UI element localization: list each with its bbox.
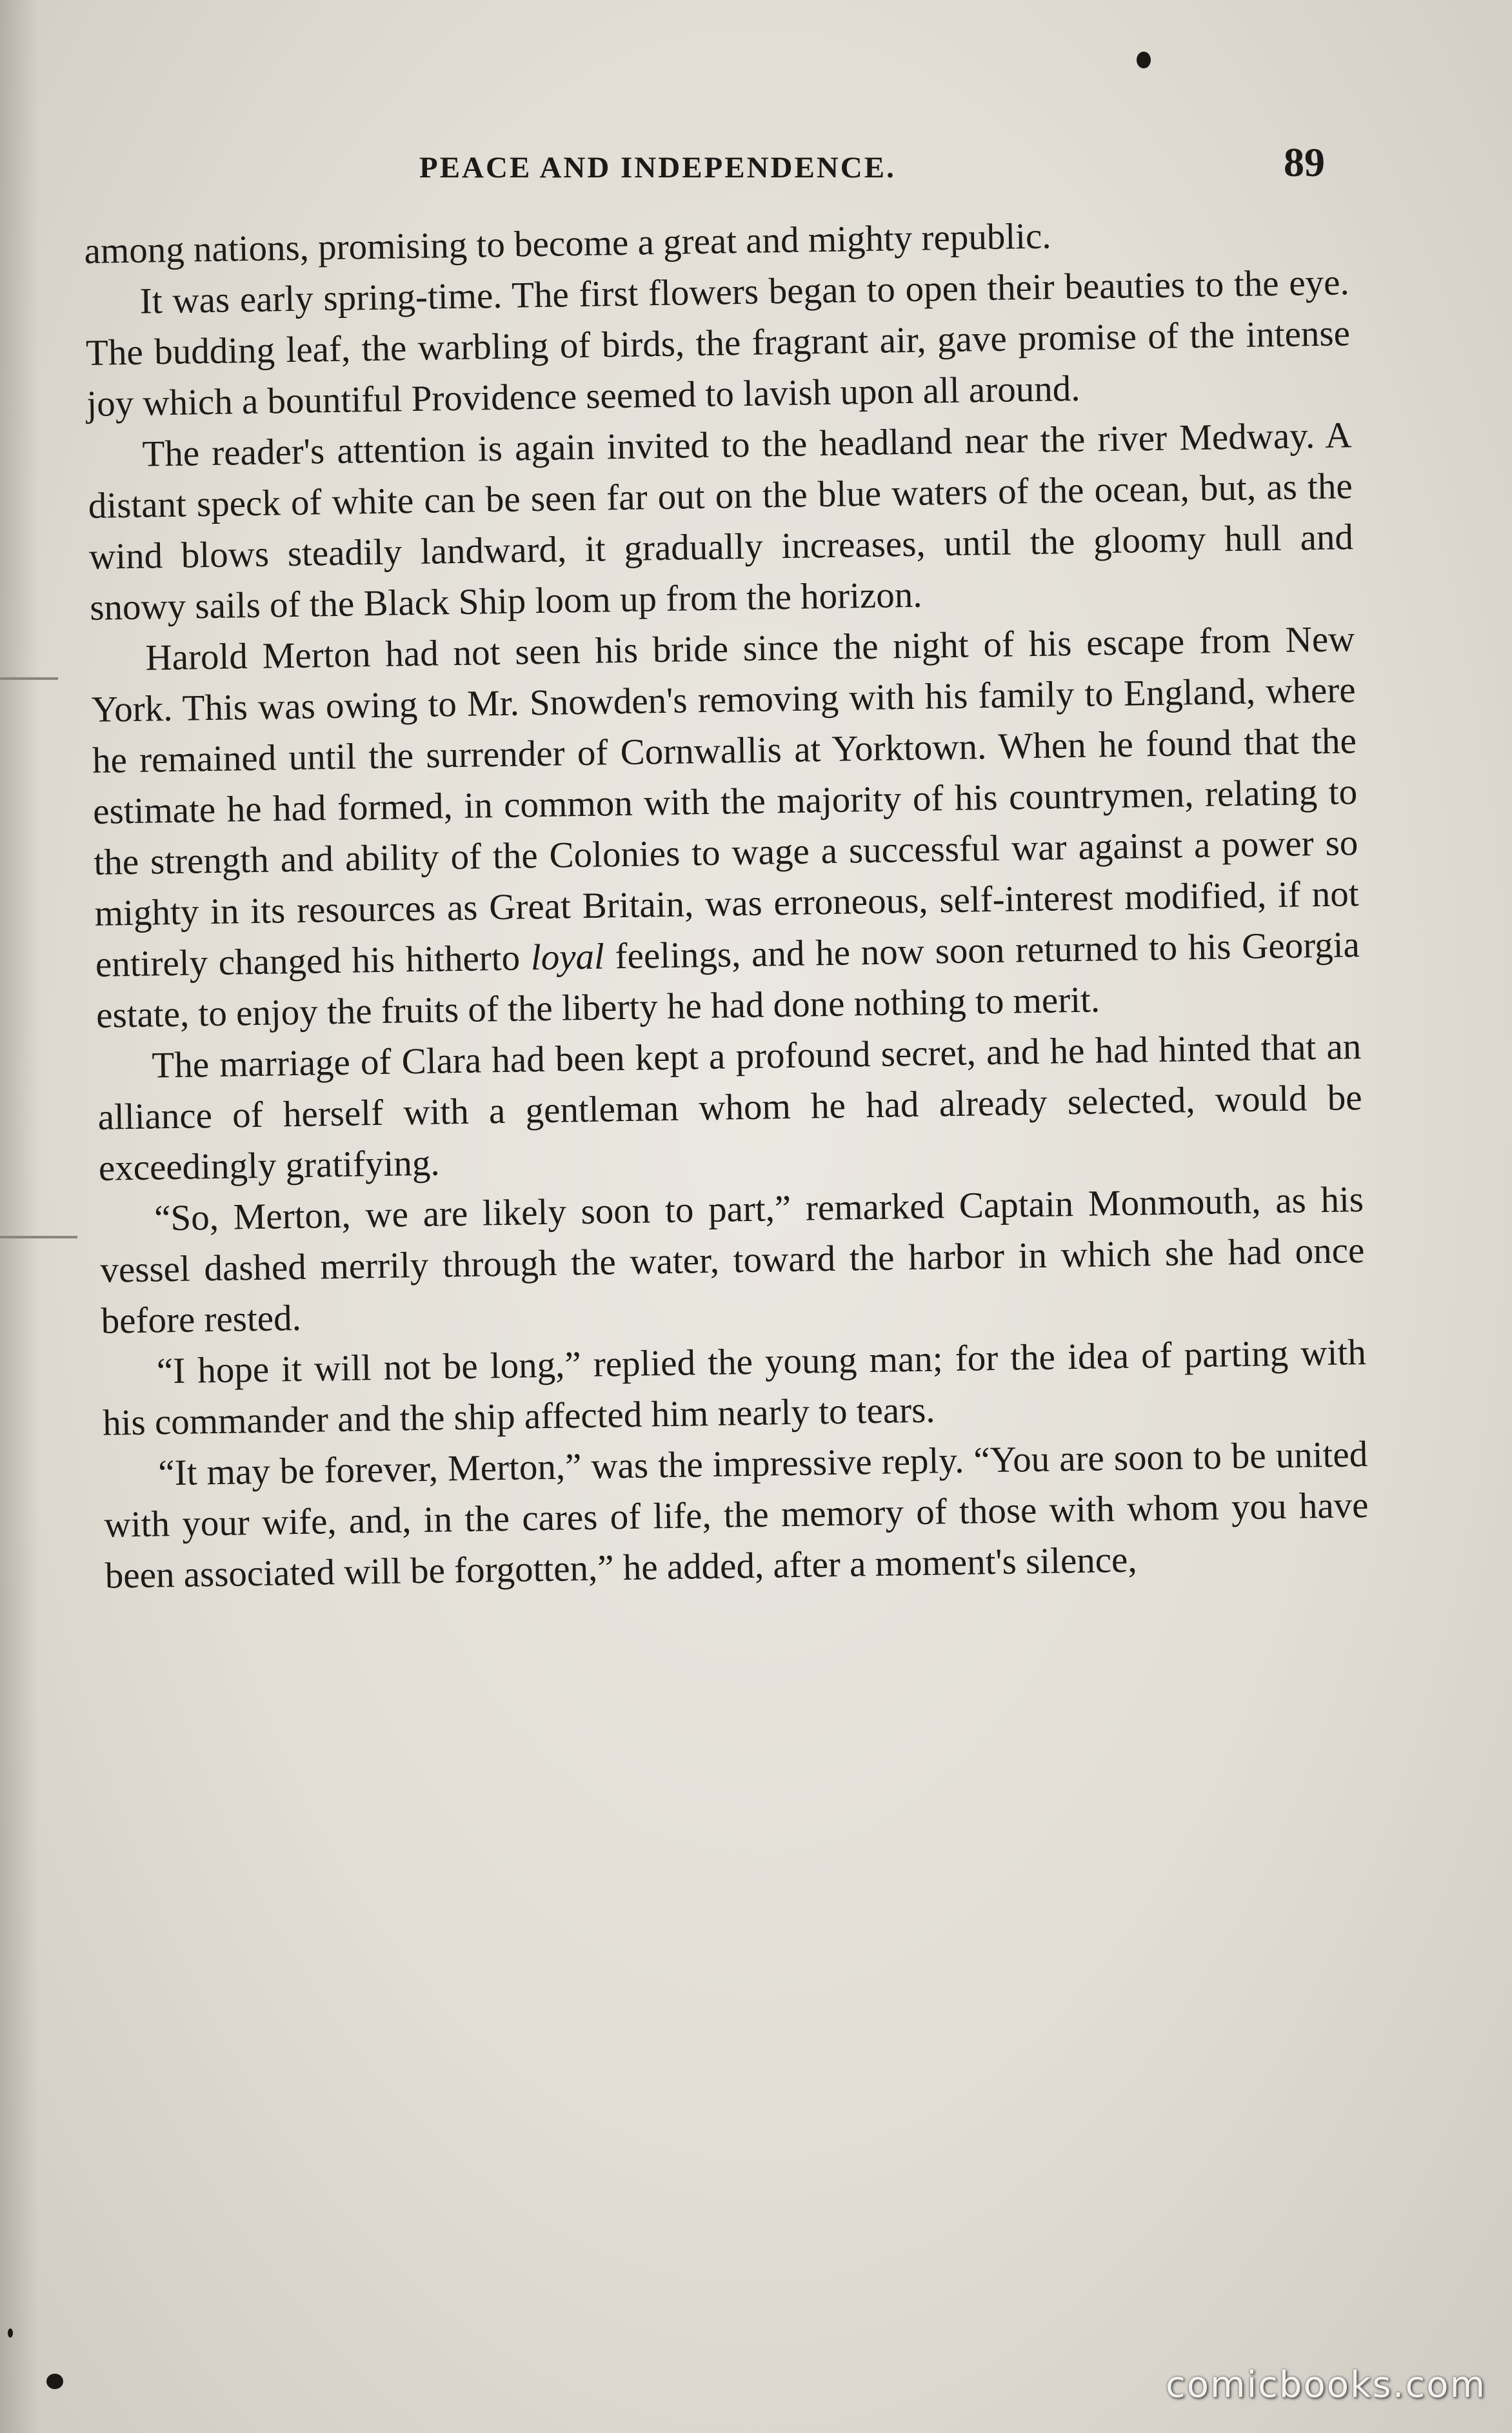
paragraph-6: “So, Merton, we are likely soon to part,” remarked Captain Monmouth, as his vessel dashed merrily through the water, toward the harbor in which she had once before rested. — [99, 1179, 1365, 1342]
running-head — [84, 139, 1374, 203]
paragraph-3: The reader's attention is again invited to the headland near the river Medway. A distant speck of white can be seen far out on the blue waters of the ocean, but, as the wind blows steadily landward, it gradually increases, until the gloomy hull and snowy sails of the Black Ship loom up from the horizon. — [88, 415, 1354, 628]
paragraph-4-italic: loyal — [530, 936, 605, 978]
paragraph-1: among nations, promising to become a great and mighty republic. — [84, 215, 1051, 272]
paragraph-4-text-a: Harold Merton had not seen his bride since the night of his escape from New York. This was owing to Mr. Snowden's removing with his family to England, where he remained until the surrender of Cornwallis at Yorktown. When he found that the estimate he had formed, in common with the majority of his countrymen, relating to the strength and ability of the Colonies to wage a successful war against a power so mighty in its resources as Great Britain, was erroneous, self-interest modified, if not entirely changed his hitherto — [91, 619, 1360, 985]
paragraph-4-text-b: feelings, and he now soon returned to his Georgia estate, to enjoy the fruits of the liberty he had done nothing to merit. — [95, 924, 1360, 1036]
paragraph-5: The marriage of Clara had been kept a profound secret, and he had hinted that an alliance of herself with a gentleman whom he had already selected, would be exceedingly gratifying. — [97, 1026, 1362, 1189]
page-tear-mark-2 — [0, 1236, 77, 1238]
watermark: comicbooks.com — [1165, 2364, 1486, 2406]
paragraph-8: “It may be forever, Merton,” was the impressive reply. “You are soon to be united with your wife, and, in the cares of life, the memory of those with whom you have been associated will be forgotten,” he added, after a moment's silence, — [104, 1433, 1369, 1596]
running-title: PEACE AND INDEPENDENCE. — [419, 151, 896, 184]
ink-speck-bottom — [46, 2374, 63, 2389]
page-tear-mark-1 — [0, 677, 58, 680]
page-edge-shadow — [0, 0, 39, 2433]
ink-speck-margin — [8, 2329, 13, 2338]
page-number: 89 — [1284, 139, 1325, 185]
paragraph-4 — [90, 613, 1361, 1041]
body-text — [84, 206, 1369, 1602]
paragraph-7: “I hope it will not be long,” replied the young man; for the idea of parting with his commander and the ship affected him nearly to tears. — [102, 1331, 1367, 1444]
ink-speck-top — [1137, 52, 1151, 68]
paragraph-2: It was early spring-time. The first flowers began to open their beauties to the eye. The budding leaf, the warbling of birds, the fragrant air, gave promise of the intense joy which a bountiful Providence seemed to lavish upon all around. — [85, 262, 1351, 424]
